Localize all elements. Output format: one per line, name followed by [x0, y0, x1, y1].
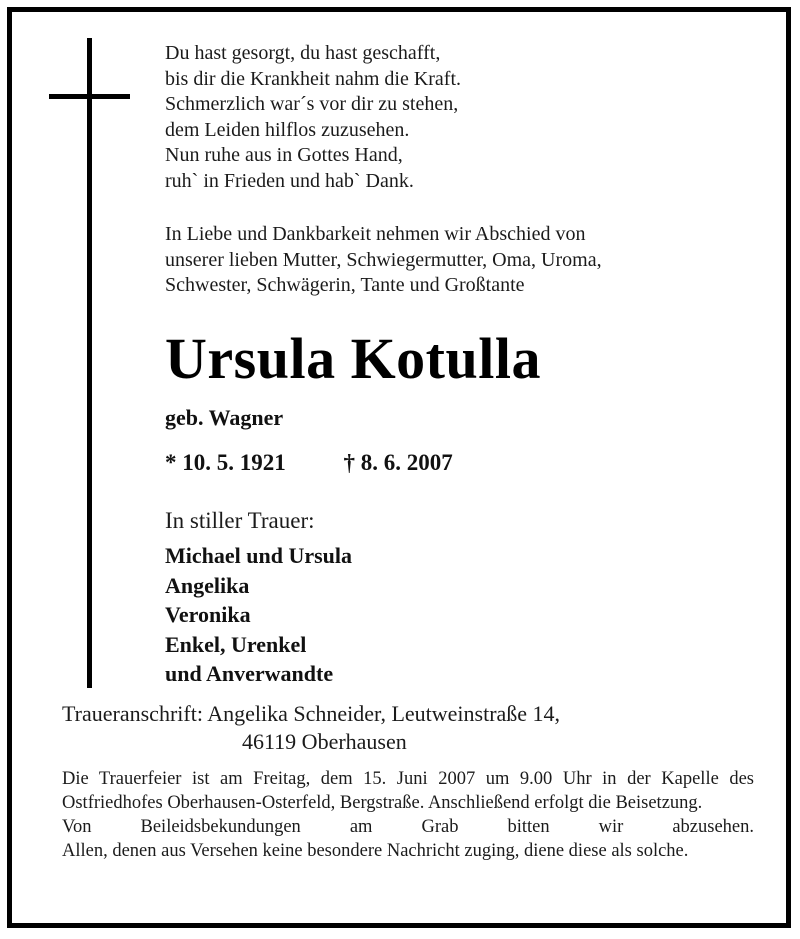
intro-line: unserer lieben Mutter, Schwiegermutter, Oma, Uroma, — [165, 248, 602, 271]
funeral-details — [62, 767, 754, 863]
poem-line: ruh` in Frieden und hab` Dank. — [165, 169, 414, 192]
mourners-list — [165, 541, 352, 689]
poem-line: bis dir die Krankheit nahm die Kraft. — [165, 67, 462, 90]
mourner-name: Michael und Ursula — [165, 543, 353, 568]
cross-symbol-vertical — [87, 38, 92, 688]
ceremony-text: Die Trauerfeier ist am Freitag, dem 15. Juni 2007 um 9.00 Uhr in der Kapelle des Ostfriedhofes Oberhausen-Osterfeld, Bergstraße. Anschließend erfolgt die Beisetzung. — [62, 769, 754, 813]
maiden-name: geb. Wagner — [165, 405, 284, 430]
mourner-name: Enkel, Urenkel — [165, 631, 307, 657]
mourners-heading: In stiller Trauer: — [165, 508, 315, 533]
apology-text: Allen, denen aus Versehen keine besondere Nachricht zuging, diene diese als solche. — [62, 841, 689, 861]
obituary-notice — [7, 7, 791, 928]
memorial-poem — [165, 41, 461, 194]
intro-line: In Liebe und Dankbarkeit nehmen wir Abschied von — [165, 223, 586, 245]
mourner-name: Veronika — [165, 602, 251, 627]
poem-line: Schmerzlich war´s vor dir zu stehen, — [165, 93, 459, 115]
cross-symbol-horizontal — [49, 94, 130, 99]
condolences-text: Von Beileidsbekundungen am Grab bitten wir abzusehen. — [62, 817, 754, 837]
farewell-intro — [165, 222, 602, 299]
mourner-name: und Anverwandte — [165, 661, 334, 686]
poem-line: dem Leiden hilflos zuzusehen. — [165, 118, 410, 141]
intro-line: Schwester, Schwägerin, Tante und Großtante — [165, 274, 525, 296]
poem-line: Nun ruhe aus in Gottes Hand, — [165, 144, 403, 166]
deceased-name: Ursula Kotulla — [165, 326, 541, 391]
death-date: † 8. 6. 2007 — [343, 450, 453, 475]
address-city: 46119 Oberhausen — [242, 729, 407, 754]
life-dates — [165, 448, 453, 478]
poem-line: Du hast gesorgt, du hast geschafft, — [165, 42, 441, 64]
mourner-name: Angelika — [165, 572, 250, 598]
address-line: Traueranschrift: Angelika Schneider, Leutweinstraße 14, — [62, 701, 561, 726]
birth-date: * 10. 5. 1921 — [165, 450, 286, 475]
mourning-address — [62, 700, 560, 756]
